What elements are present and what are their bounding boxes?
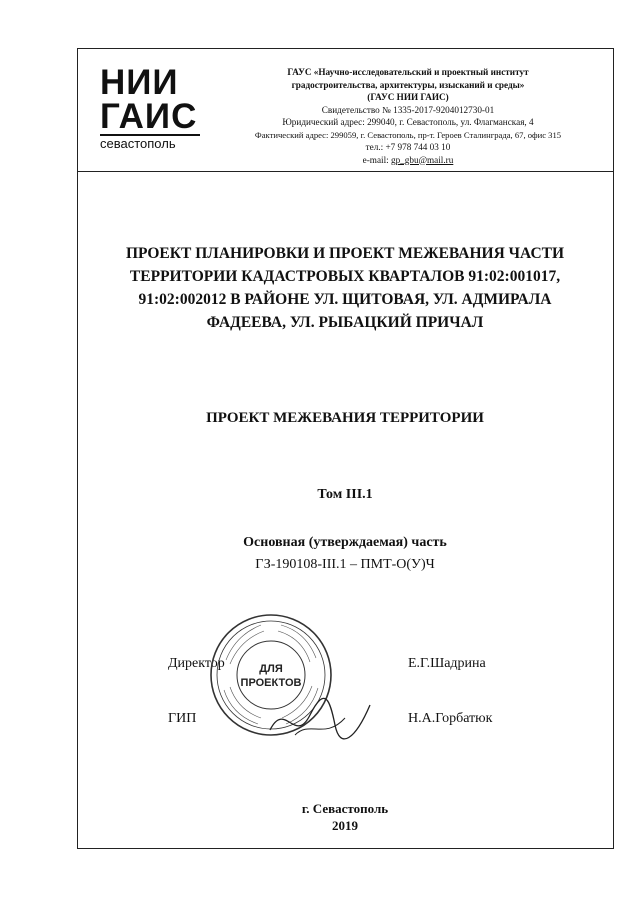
title-line2: ТЕРРИТОРИИ КАДАСТРОВЫХ КВАРТАЛОВ 91:02:001017, <box>129 268 561 285</box>
logo-city: севастополь <box>100 134 200 151</box>
title-line4: ФАДЕЕВА, УЛ. РЫБАЦКИЙ ПРИЧАЛ <box>206 314 484 331</box>
header-divider <box>77 171 614 172</box>
title-line1: ПРОЕКТ ПЛАНИРОВКИ И ПРОЕКТ МЕЖЕВАНИЯ ЧАСТИ <box>125 245 565 262</box>
title-line3: 91:02:002012 В РАЙОНЕ УЛ. ЩИТОВАЯ, УЛ. АДМИРАЛА <box>138 291 552 308</box>
org-phone: тел.: +7 978 744 03 10 <box>365 142 451 152</box>
document-subtitle: ПРОЕКТ МЕЖЕВАНИЯ ТЕРРИТОРИИ <box>206 410 484 426</box>
footer-city: г. Севастополь <box>301 801 389 816</box>
volume-number: Том III.1 <box>317 487 373 502</box>
logo-line1: НИИ <box>100 63 179 102</box>
org-name-line1: ГАУС «Научно-исследовательский и проектный институт <box>287 67 529 77</box>
org-email-label: e-mail: <box>362 154 391 165</box>
org-email: gp_gbu@mail.ru <box>391 154 454 165</box>
director-name: Е.Г.Шадрина <box>408 656 486 671</box>
gip-label: ГИП <box>168 711 197 726</box>
org-email-line <box>208 154 608 167</box>
stamp-center-line1: ДЛЯ <box>259 663 283 675</box>
handwritten-signature <box>265 690 375 750</box>
stamp-center-line2: ПРОЕКТОВ <box>240 677 302 689</box>
document-code: ГЗ-190108-III.1 – ПМТ-О(У)Ч <box>255 557 435 572</box>
org-actual-address: Фактический адрес: 299059, г. Севастополь, пр-т. Героев Сталинграда, 67, офис 315 <box>254 129 562 140</box>
logo-line2: ГАИС <box>100 97 198 136</box>
director-label: Директор <box>168 656 225 671</box>
org-short-name: (ГАУС НИИ ГАИС) <box>367 92 449 102</box>
org-legal-address: Юридический адрес: 299040, г. Севастополь, ул. Флагманская, 4 <box>282 117 534 127</box>
org-certificate: Свидетельство № 1335-2017-9204012730-01 <box>321 104 495 115</box>
part-name: Основная (утверждаемая) часть <box>243 535 447 550</box>
institute-logo <box>100 63 200 151</box>
footer-year: 2019 <box>332 818 358 833</box>
gip-name: Н.А.Горбатюк <box>408 711 493 726</box>
organization-header <box>208 66 608 166</box>
document-title <box>90 242 600 334</box>
org-name-line2: градостроительства, архитектуры, изысканий и среды» <box>291 79 525 90</box>
